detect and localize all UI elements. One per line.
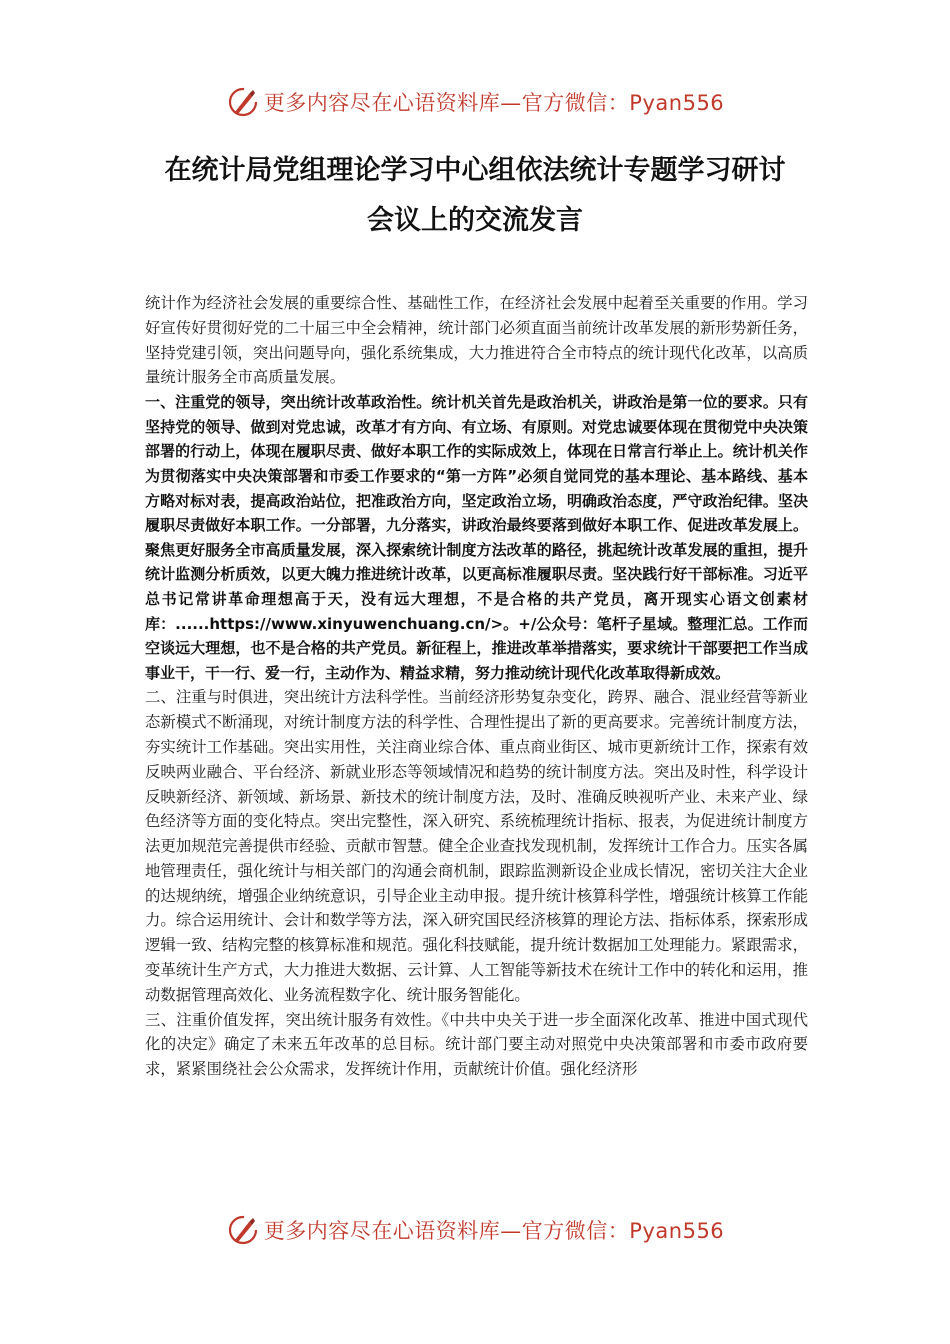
title-line-1: 在统计局党组理论学习中心组依法统计专题学习研讨 — [164, 155, 786, 186]
pen-logo-icon — [226, 1213, 260, 1247]
paragraph-section-3: 三、注重价值发挥，突出统计服务有效性。《中共中央关于进一步全面深化改革、推进中国式现代化的决定》确定了未来五年改革的总目标。统计部门要主动对照党中央决策部署和市委市政府要求，紧紧围绕社会公众需求，发挥统计作用，贡献统计价值。强化经济形 — [145, 1010, 808, 1079]
watermark-text: 更多内容尽在心语资料库—官方微信：Pyan556 — [263, 1219, 725, 1243]
page-title — [110, 146, 840, 246]
watermark-text: 更多内容尽在心语资料库—官方微信：Pyan556 — [263, 91, 725, 115]
paragraph-intro: 统计作为经济社会发展的重要综合性、基础性工作，在经济社会发展中起着至关重要的作用。学习好宣传好贯彻好党的二十届三中全会精神，统计部门必须直面当前统计改革发展的新形势新任务，坚持党建引领，突出问题导向，强化系统集成，大力推进符合全市特点的统计现代化改革，以高质量统计服务全市高质量发展。 — [145, 294, 808, 387]
title-line-2: 会议上的交流发言 — [367, 205, 583, 236]
paragraph-section-1: 一、注重党的领导，突出统计改革政治性。统计机关首先是政治机关，讲政治是第一位的要求。只有坚持党的领导、做到对党忠诚，改革才有方向、有立场、有原则。对党忠诚要体现在贯彻党中央决策部署的行动上，体现在履职尽责、做好本职工作的实际成效上，体现在日常言行举止上。统计机关作为贯彻落实中央决策部署和市委工作要求的“第一方阵”必须自觉同党的基本理论、基本路线、基本方略对标对表，提高政治站位，把准政治方向，坚定政治立场，明确政治态度，严守政治纪律。坚决履职尽责做好本职工作。一分部署，九分落实，讲政治最终要落到做好本职工作、促进改革发展上。聚焦更好服务全市高质量发展，深入探索统计制度方法改革的路径，挑起统计改革发展的重担，提升统计监测分析质效，以更大魄力推进统计改革，以更高标准履职尽责。坚决践行好干部标准。习近平总书记常讲革命理想高于天，没有远大理想，不是合格的共产党员，离开现实心语文创素材库：......https://www.xinyuwenchuang.cn/>。+/公众号：笔杆子星域。整理汇总。工作而空谈远大理想，也不是合格的共产党员。新征程上，推进改革举措落实，要求统计干部要把工作当成事业干，干一行、爱一行，主动作为、精益求精，努力推动统计现代化改革取得新成效。 — [145, 393, 808, 682]
paragraph-section-2: 二、注重与时俱进，突出统计方法科学性。当前经济形势复杂变化，跨界、融合、混业经营等新业态新模式不断涌现，对统计制度方法的科学性、合理性提出了新的更高要求。完善统计制度方法，夯实统计工作基础。突出实用性，关注商业综合体、重点商业街区、城市更新统计工作，探索有效反映两业融合、平台经济、新就业形态等领域情况和趋势的统计制度方法。突出及时性，科学设计反映新经济、新领域、新场景、新技术的统计制度方法，及时、准确反映视听产业、未来产业、绿色经济等方面的变化特点。突出完整性，深入研究、系统梳理统计指标、报表，为促进统计制度方法更加规范完善提供市经验、贡献市智慧。健全企业查找发现机制，发挥统计工作合力。压实各属地管理责任，强化统计与相关部门的沟通会商机制，跟踪监测新设企业成长情况，密切关注大企业的达规纳统，增强企业纳统意识，引导企业主动申报。提升统计核算科学性，增强统计核算工作能力。综合运用统计、会计和数学等方法，深入研究国民经济核算的理论方法、指标体系，探索形成逻辑一致、结构完整的核算标准和规范。强化科技赋能，提升统计数据加工处理能力。紧跟需求，变革统计生产方式，大力推进大数据、云计算、人工智能等新技术在统计工作中的转化和运用，推动数据管理高效化、业务流程数字化、统计服务智能化。 — [145, 688, 808, 1004]
pen-logo-icon — [226, 85, 260, 119]
watermark-banner-bottom — [0, 1210, 950, 1250]
watermark-banner-top — [0, 82, 950, 122]
document-body — [145, 291, 808, 1082]
